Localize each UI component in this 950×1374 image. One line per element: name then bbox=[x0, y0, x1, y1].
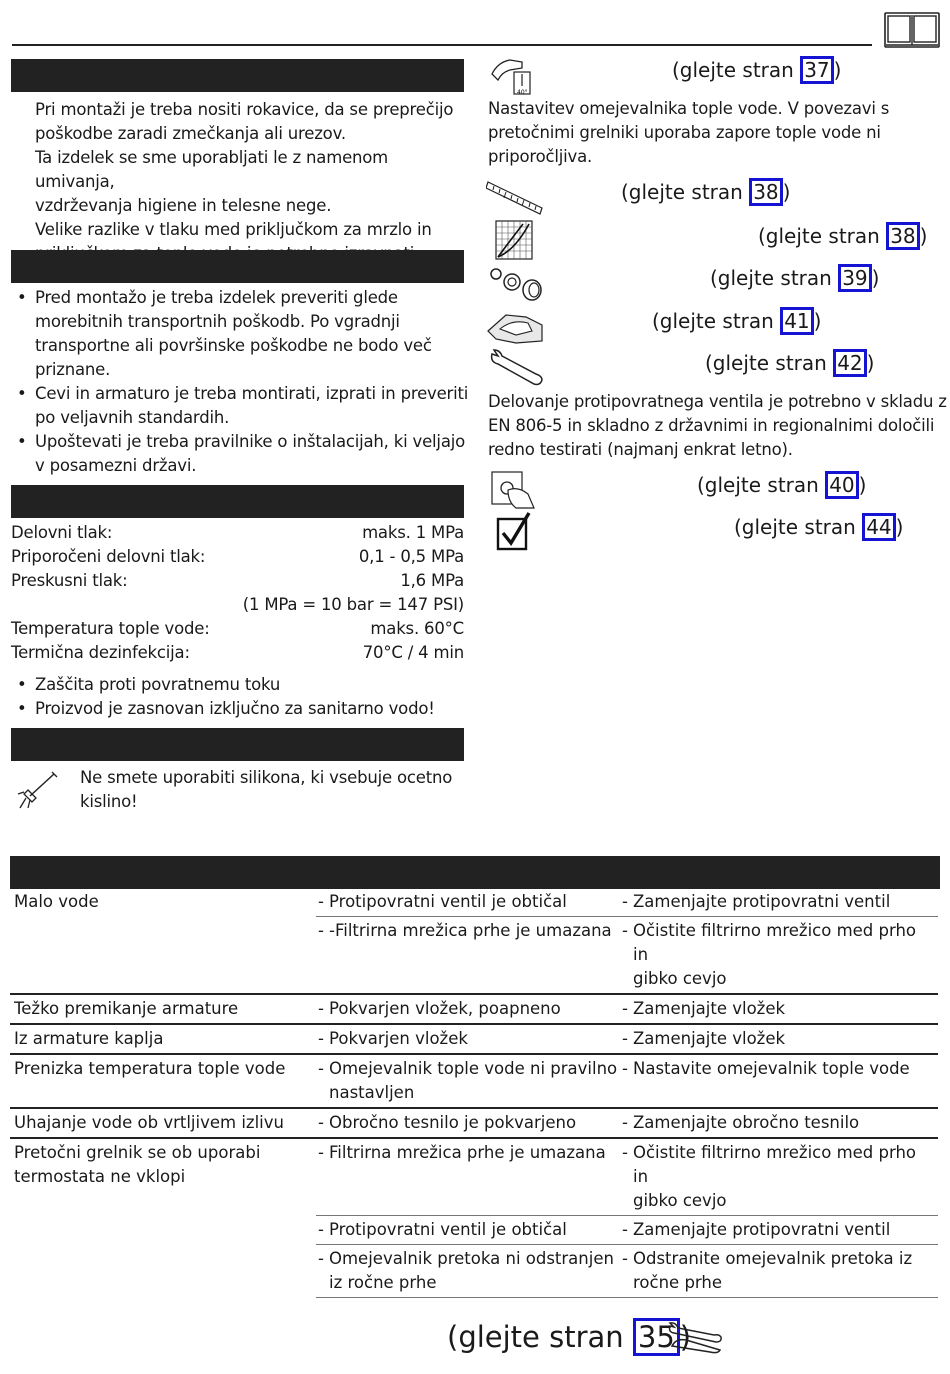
install-bullet-line: priznane. bbox=[35, 360, 111, 379]
svg-text:40°: 40° bbox=[517, 89, 528, 96]
dash-marker: - bbox=[318, 999, 324, 1018]
page-ref-40[interactable] bbox=[697, 471, 866, 499]
cause-cell bbox=[316, 888, 620, 917]
dash-marker: - bbox=[622, 1029, 628, 1048]
silicone-gun-icon bbox=[16, 770, 58, 810]
ref-prefix: (glejte stran bbox=[697, 473, 826, 497]
problem-cell-line: Malo vode bbox=[14, 892, 99, 911]
install-bullet-line: po veljavnih standardih. bbox=[35, 408, 230, 427]
spec-value: 0,1 - 0,5 MPa bbox=[358, 547, 464, 566]
wrench-icon bbox=[488, 348, 544, 388]
install-bullet bbox=[11, 382, 471, 430]
page-ref-42[interactable] bbox=[705, 349, 874, 377]
page-ref-44[interactable] bbox=[734, 513, 903, 541]
spec-bullet: • Zaščita proti povratnemu toku bbox=[11, 673, 471, 697]
ref-suffix: ) bbox=[919, 224, 928, 248]
problem-cell-line: Prenizka temperatura tople vode bbox=[14, 1059, 286, 1078]
ref-link-number[interactable]: 38 bbox=[886, 222, 919, 250]
dash-marker: - bbox=[622, 999, 628, 1018]
section-bar-troubleshooting bbox=[10, 856, 940, 889]
ref-link-number[interactable]: 42 bbox=[833, 349, 866, 377]
safety-line: Pri montaži je treba nositi rokavice, da se preprečijo bbox=[35, 100, 454, 119]
table-row bbox=[10, 1138, 938, 1216]
cause-cell bbox=[316, 1024, 620, 1054]
remedy-cell bbox=[620, 1024, 938, 1054]
cause-cell-line: Protipovratni ventil je obtičal bbox=[329, 1220, 567, 1239]
problem-cell bbox=[10, 1024, 316, 1054]
problem-cell-line: Težko premikanje armature bbox=[14, 999, 239, 1018]
spec-bullets bbox=[11, 673, 471, 721]
remedy-cell bbox=[620, 917, 938, 995]
safety-line: poškodbe zaradi zmečkanja ali urezov. bbox=[35, 124, 346, 143]
cause-cell bbox=[316, 917, 620, 995]
ref-prefix: (glejte stran bbox=[672, 58, 801, 82]
cause-cell bbox=[316, 1245, 620, 1298]
ref-prefix: (glejte stran bbox=[734, 515, 863, 539]
remedy-cell bbox=[620, 1245, 938, 1298]
install-bullet bbox=[11, 430, 471, 478]
ref-suffix: ) bbox=[871, 266, 880, 290]
dash-marker: - bbox=[318, 1059, 324, 1078]
troubleshooting-body bbox=[10, 888, 938, 1298]
remedy-cell-line: gibko cevjo bbox=[633, 1191, 727, 1210]
table-row bbox=[10, 917, 938, 995]
remedy-cell-line: Zamenjajte protipovratni ventil bbox=[633, 892, 891, 911]
text-line: priporočljiva. bbox=[488, 147, 593, 166]
problem-cell bbox=[10, 888, 316, 917]
spec-label: Temperatura tople vode: bbox=[11, 619, 210, 638]
spec-value: 70°C / 4 min bbox=[362, 643, 464, 662]
cause-cell-line: Obročno tesnilo je pokvarjeno bbox=[329, 1113, 577, 1132]
install-bullet-line: • Upoštevati je treba pravilnike o inštalacijah, ki veljajo bbox=[35, 432, 466, 451]
page-ref-35[interactable] bbox=[447, 1318, 691, 1356]
cause-cell-line: Protipovratni ventil je obtičal bbox=[329, 892, 567, 911]
safety-line: Ta izdelek se sme uporabljati le z namenom umivanja, bbox=[35, 148, 389, 191]
problem-cell bbox=[10, 1054, 316, 1108]
problem-cell-line: Pretočni grelnik se ob uporabi bbox=[14, 1143, 261, 1162]
dash-marker: - bbox=[622, 1059, 628, 1078]
silicone-warning-line: kislino! bbox=[80, 792, 138, 811]
dash-marker: - bbox=[318, 921, 324, 940]
install-bullet-line: • Cevi in armaturo je treba montirati, izprati in preveriti bbox=[35, 384, 469, 403]
remedy-cell-line: ročne prhe bbox=[633, 1273, 723, 1292]
table-row bbox=[10, 1216, 938, 1245]
silicone-warning bbox=[80, 766, 470, 814]
remedy-cell-line: gibko cevjo bbox=[633, 969, 727, 988]
remedy-cell bbox=[620, 1108, 938, 1138]
text-line: pretočnimi grelniki uporaba zapore tople vode ni bbox=[488, 123, 881, 142]
spec-bullet: • Proizvod je zasnovan izključno za sanitarno vodo! bbox=[11, 697, 471, 721]
header-rule bbox=[12, 44, 872, 46]
problem-cell bbox=[10, 1245, 316, 1298]
silicone-warning-line: Ne smete uporabiti silikona, ki vsebuje ocetno bbox=[80, 768, 453, 787]
cause-cell bbox=[316, 1108, 620, 1138]
cause-cell bbox=[316, 994, 620, 1024]
ref-prefix: (glejte stran bbox=[758, 224, 887, 248]
hand-turn-icon bbox=[488, 468, 538, 510]
remedy-cell-line: Zamenjajte obročno tesnilo bbox=[633, 1113, 860, 1132]
problem-cell-line: termostata ne vklopi bbox=[14, 1167, 186, 1186]
spec-label: Preskusni tlak: bbox=[11, 571, 128, 590]
table-row bbox=[10, 1054, 938, 1108]
cause-cell-line: Filtrirna mrežica prhe je umazana bbox=[329, 1143, 606, 1162]
safety-line: Velike razlike v tlaku med priključkom za mrzlo in bbox=[35, 220, 432, 239]
spec-value: 1,6 MPa bbox=[400, 571, 464, 590]
ref-link-number[interactable]: 40 bbox=[825, 471, 858, 499]
remedy-cell bbox=[620, 1138, 938, 1216]
ref-suffix: ) bbox=[858, 473, 867, 497]
spec-value: maks. 60°C bbox=[370, 619, 464, 638]
spec-label: Delovni tlak: bbox=[11, 523, 113, 542]
remedy-cell-line: Zamenjajte protipovratni ventil bbox=[633, 1220, 891, 1239]
manual-book-icon bbox=[884, 12, 940, 48]
spec-label: Priporočeni delovni tlak: bbox=[11, 547, 206, 566]
dash-marker: - bbox=[318, 1029, 324, 1048]
table-row bbox=[10, 1024, 938, 1054]
dash-marker: - bbox=[622, 1249, 628, 1268]
ref-suffix: ) bbox=[833, 58, 842, 82]
flow-diagram-icon bbox=[495, 220, 533, 260]
install-bullet-line: morebitnih transportnih poškodb. Po vgradnji bbox=[35, 312, 400, 331]
dash-marker: - bbox=[622, 1143, 628, 1162]
dash-marker: - bbox=[318, 892, 324, 911]
cause-cell-line: Omejevalnik pretoka ni odstranjen bbox=[329, 1249, 614, 1268]
text-line: Nastavitev omejevalnika tople vode. V povezavi s bbox=[488, 99, 890, 118]
table-row bbox=[10, 1245, 938, 1298]
dash-marker: - bbox=[318, 1220, 324, 1239]
problem-cell bbox=[10, 1108, 316, 1138]
dash-marker: - bbox=[622, 1220, 628, 1239]
cause-cell-line: Pokvarjen vložek, poapneno bbox=[329, 999, 561, 1018]
section-bar-safety bbox=[11, 59, 464, 92]
text-line: EN 806-5 in skladno z državnimi in regionalnimi določili bbox=[488, 416, 935, 435]
troubleshooting-table-wrap bbox=[10, 888, 940, 1298]
section-bar-silicone bbox=[11, 728, 464, 761]
problem-cell-line: Iz armature kaplja bbox=[14, 1029, 164, 1048]
ref-prefix: (glejte stran bbox=[710, 266, 839, 290]
install-bullet-line: • Pred montažo je treba izdelek preveriti glede bbox=[35, 288, 398, 307]
check-valve-text bbox=[488, 390, 948, 462]
text-line: Delovanje protipovratnega ventila je potrebno v skladu z bbox=[488, 392, 947, 411]
ref-prefix: (glejte stran bbox=[621, 180, 750, 204]
cause-cell bbox=[316, 1054, 620, 1108]
problem-cell bbox=[10, 1138, 316, 1216]
problem-cell bbox=[10, 917, 316, 995]
install-bullet-line: transportne ali površinske poškodbe ne bodo več bbox=[35, 336, 432, 355]
spec-row bbox=[11, 569, 464, 593]
text-line: redno testirati (najmanj enkrat letno). bbox=[488, 440, 793, 459]
install-bullet bbox=[11, 286, 471, 382]
hot-water-limiter-text bbox=[488, 97, 948, 169]
checkbox-checked-icon bbox=[496, 511, 532, 551]
remedy-cell-line: Nastavite omejevalnik tople vode bbox=[633, 1059, 910, 1078]
spec-row bbox=[11, 593, 464, 617]
dash-marker: - bbox=[622, 921, 628, 940]
cause-cell-line: iz ročne prhe bbox=[329, 1273, 437, 1292]
ref-suffix: ) bbox=[782, 180, 791, 204]
cause-cell-line: Omejevalnik tople vode ni pravilno bbox=[329, 1059, 618, 1078]
page-ref-37[interactable] bbox=[672, 56, 841, 84]
technical-specs bbox=[11, 521, 464, 665]
cause-cell-line: nastavljen bbox=[329, 1083, 415, 1102]
spec-row bbox=[11, 641, 464, 665]
remedy-cell bbox=[620, 1216, 938, 1245]
problem-cell bbox=[10, 1216, 316, 1245]
safety-notes bbox=[11, 98, 471, 266]
spec-value: (1 MPa = 10 bar = 147 PSI) bbox=[242, 595, 464, 614]
ref-link-number[interactable]: 41 bbox=[780, 307, 813, 335]
ref-suffix: ) bbox=[679, 1320, 692, 1354]
ref-link-number[interactable]: 37 bbox=[800, 56, 833, 84]
hand-thermostat-icon bbox=[488, 54, 536, 96]
dash-marker: - bbox=[622, 1113, 628, 1132]
cause-cell bbox=[316, 1216, 620, 1245]
spec-value: maks. 1 MPa bbox=[362, 523, 464, 542]
dash-marker: - bbox=[318, 1143, 324, 1162]
remedy-cell-line: Odstranite omejevalnik pretoka iz bbox=[633, 1249, 913, 1268]
spec-row bbox=[11, 545, 464, 569]
ref-link-number[interactable]: 38 bbox=[749, 178, 782, 206]
page-ref-38a[interactable] bbox=[621, 178, 790, 206]
table-row bbox=[10, 994, 938, 1024]
ref-link-number[interactable]: 39 bbox=[838, 264, 871, 292]
section-bar-technical-data bbox=[11, 485, 464, 518]
ref-prefix: (glejte stran bbox=[705, 351, 834, 375]
remedy-cell bbox=[620, 1054, 938, 1108]
tools-icon bbox=[666, 1320, 724, 1356]
ref-suffix: ) bbox=[866, 351, 875, 375]
table-row bbox=[10, 888, 938, 917]
page-ref-38b[interactable] bbox=[758, 222, 927, 250]
page-ref-39[interactable] bbox=[710, 264, 879, 292]
remedy-cell bbox=[620, 994, 938, 1024]
remedy-cell bbox=[620, 888, 938, 917]
ref-suffix: ) bbox=[813, 309, 822, 333]
problem-cell-line: Uhajanje vode ob vrtljivem izlivu bbox=[14, 1113, 284, 1132]
safety-line: vzdrževanja higiene in telesne nege. bbox=[35, 196, 332, 215]
dash-marker: - bbox=[318, 1249, 324, 1268]
remedy-cell-line: Zamenjajte vložek bbox=[633, 1029, 786, 1048]
installation-notes bbox=[11, 286, 471, 478]
ref-link-number[interactable]: 44 bbox=[862, 513, 895, 541]
troubleshooting-table bbox=[10, 888, 938, 1298]
dash-marker: - bbox=[622, 892, 628, 911]
ref-suffix: ) bbox=[895, 515, 904, 539]
spec-row bbox=[11, 617, 464, 641]
spec-label: Termična dezinfekcija: bbox=[11, 643, 190, 662]
ref-prefix: (glejte stran bbox=[447, 1320, 633, 1354]
remedy-cell-line: Zamenjajte vložek bbox=[633, 999, 786, 1018]
problem-cell bbox=[10, 994, 316, 1024]
table-row bbox=[10, 1108, 938, 1138]
spec-row bbox=[11, 521, 464, 545]
remedy-cell-line: Očistite filtrirno mrežico med prho in bbox=[633, 1143, 917, 1186]
spare-parts-icon bbox=[488, 264, 544, 304]
page-ref-41[interactable] bbox=[652, 307, 821, 335]
ref-link-number[interactable]: 35 bbox=[633, 1318, 680, 1356]
cause-cell-line: -Filtrirna mrežica prhe je umazana bbox=[329, 921, 612, 940]
ref-prefix: (glejte stran bbox=[652, 309, 781, 333]
section-bar-installation bbox=[11, 250, 464, 283]
install-bullet-line: v posamezni državi. bbox=[35, 456, 197, 475]
remedy-cell-line: Očistite filtrirno mrežico med prho in bbox=[633, 921, 917, 964]
ruler-icon bbox=[486, 178, 544, 218]
cause-cell bbox=[316, 1138, 620, 1216]
cleaning-hand-icon bbox=[486, 305, 544, 345]
cause-cell-line: Pokvarjen vložek bbox=[329, 1029, 468, 1048]
dash-marker: - bbox=[318, 1113, 324, 1132]
